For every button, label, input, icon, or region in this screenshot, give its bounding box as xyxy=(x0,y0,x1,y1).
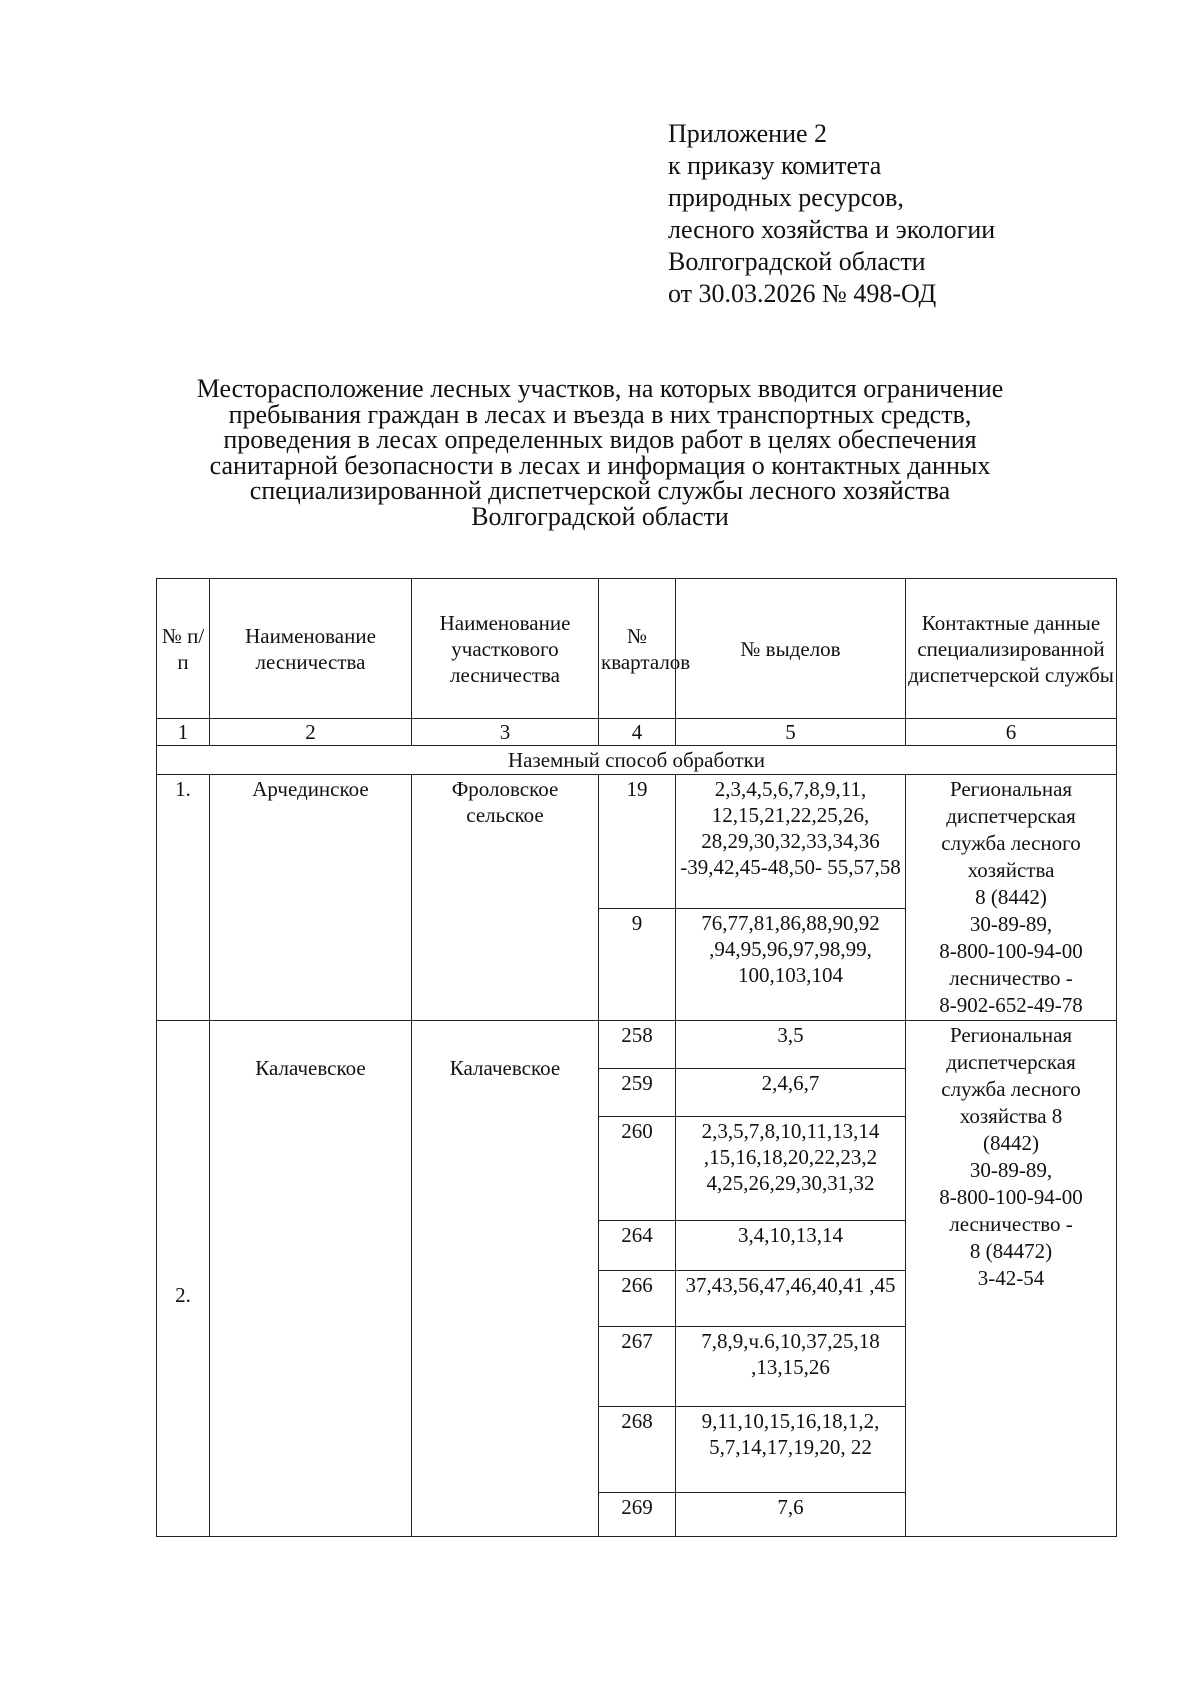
contact-line: 8-902-652-49-78 xyxy=(939,993,1083,1017)
quarter-number: 9 xyxy=(599,909,676,1021)
plot-numbers: 2,3,5,7,8,10,11,13,14 ,15,16,18,20,22,23,2 4,25,26,29,30,31,32 xyxy=(676,1117,906,1221)
contact-line: хозяйства xyxy=(967,858,1055,882)
column-number: 5 xyxy=(676,719,906,746)
district-name: Калачевское xyxy=(412,1021,599,1537)
plot-numbers: 37,43,56,47,46,40,41 ,45 xyxy=(676,1271,906,1327)
contact-line: Региональная xyxy=(949,777,1073,801)
contact-line: хозяйства 8 xyxy=(959,1104,1063,1128)
plot-numbers: 3,5 xyxy=(676,1021,906,1069)
contact-data xyxy=(906,775,1117,1021)
header-district: Наименование участкового лесничества xyxy=(412,579,599,719)
column-number: 2 xyxy=(210,719,412,746)
appendix-line: Волгоградской области xyxy=(668,247,926,276)
contact-line: Региональная xyxy=(949,1023,1073,1047)
plot-numbers: 3,4,10,13,14 xyxy=(676,1221,906,1271)
quarter-number: 259 xyxy=(599,1069,676,1117)
table-row xyxy=(157,775,1117,909)
contact-line: служба лесного xyxy=(941,1077,1081,1101)
header-num: № п/п xyxy=(157,579,210,719)
forestry-name: Калачевское xyxy=(210,1021,412,1537)
quarter-number: 266 xyxy=(599,1271,676,1327)
header-quarters: № кварталов xyxy=(599,579,676,719)
appendix-line: лесного хозяйства и экологии xyxy=(668,215,996,244)
title-line: специализированной диспетчерской службы лесного хозяйства xyxy=(249,476,951,506)
table-row xyxy=(157,1021,1117,1069)
contact-line: 3-42-54 xyxy=(977,1266,1045,1290)
quarter-number: 19 xyxy=(599,775,676,909)
header-plots: № выделов xyxy=(676,579,906,719)
column-number: 4 xyxy=(599,719,676,746)
section-title: Наземный способ обработки xyxy=(157,746,1117,775)
appendix-line: от 30.03.2026 № 498-ОД xyxy=(668,279,937,308)
quarter-number: 267 xyxy=(599,1327,676,1407)
contact-line: лесничество - xyxy=(949,966,1073,990)
contact-line: (8442) xyxy=(983,1131,1039,1155)
appendix-line: к приказу комитета xyxy=(668,151,882,180)
quarter-number: 264 xyxy=(599,1221,676,1271)
column-number: 6 xyxy=(906,719,1117,746)
header-forestry: Наименование лесничества xyxy=(210,579,412,719)
section-row xyxy=(157,746,1117,775)
row-number: 2. xyxy=(157,1021,210,1537)
quarter-number: 269 xyxy=(599,1493,676,1537)
contact-data xyxy=(906,1021,1117,1537)
title-line: Волгоградской области xyxy=(471,501,729,531)
header-contacts: Контактные данные специализированной диспетчерской службы xyxy=(906,579,1117,719)
plot-numbers: 7,6 xyxy=(676,1493,906,1537)
column-number: 3 xyxy=(412,719,599,746)
title-line: пребывания граждан в лесах и въезда в них транспортных средств, xyxy=(228,399,972,429)
contact-line: 30-89-89, xyxy=(969,912,1053,936)
quarter-number: 260 xyxy=(599,1117,676,1221)
column-number: 1 xyxy=(157,719,210,746)
appendix-block xyxy=(668,118,1088,310)
forest-plots-table xyxy=(156,578,1117,1537)
header-row xyxy=(157,579,1117,719)
column-number-row xyxy=(157,719,1117,746)
contact-line: диспетчерская xyxy=(946,804,1076,828)
plot-numbers: 2,3,4,5,6,7,8,9,11, 12,15,21,22,25,26, 28,29,30,32,33,34,36 -39,42,45-48,50- 55,57,58 xyxy=(676,775,906,909)
contact-line: диспетчерская xyxy=(946,1050,1076,1074)
document-title xyxy=(110,376,1090,530)
plot-numbers: 7,8,9,ч.6,10,37,25,18 ,13,15,26 xyxy=(676,1327,906,1407)
quarter-number: 268 xyxy=(599,1407,676,1493)
row-number: 1. xyxy=(157,775,210,1021)
contact-line: 8-800-100-94-00 xyxy=(939,939,1083,963)
contact-line: лесничество - xyxy=(949,1212,1073,1236)
contact-line: 8 (8442) xyxy=(975,885,1047,909)
contact-line: 30-89-89, xyxy=(969,1158,1053,1182)
district-name: Фроловское сельское xyxy=(412,775,599,1021)
plot-numbers: 9,11,10,15,16,18,1,2, 5,7,14,17,19,20, 22 xyxy=(676,1407,906,1493)
plot-numbers: 76,77,81,86,88,90,92 ,94,95,96,97,98,99, 100,103,104 xyxy=(676,909,906,1021)
title-line: Месторасположение лесных участков, на которых вводится ограничение xyxy=(196,374,1004,403)
plot-numbers: 2,4,6,7 xyxy=(676,1069,906,1117)
contact-line: служба лесного xyxy=(941,831,1081,855)
appendix-line: природных ресурсов, xyxy=(668,183,904,212)
title-line: санитарной безопасности в лесах и информация о контактных данных xyxy=(209,450,991,480)
title-line: проведения в лесах определенных видов работ в целях обеспечения xyxy=(223,425,977,455)
appendix-line: Приложение 2 xyxy=(668,119,828,148)
quarter-number: 258 xyxy=(599,1021,676,1069)
forestry-name: Арчединское xyxy=(210,775,412,1021)
contact-line: 8-800-100-94-00 xyxy=(939,1185,1083,1209)
contact-line: 8 (84472) xyxy=(969,1239,1053,1263)
